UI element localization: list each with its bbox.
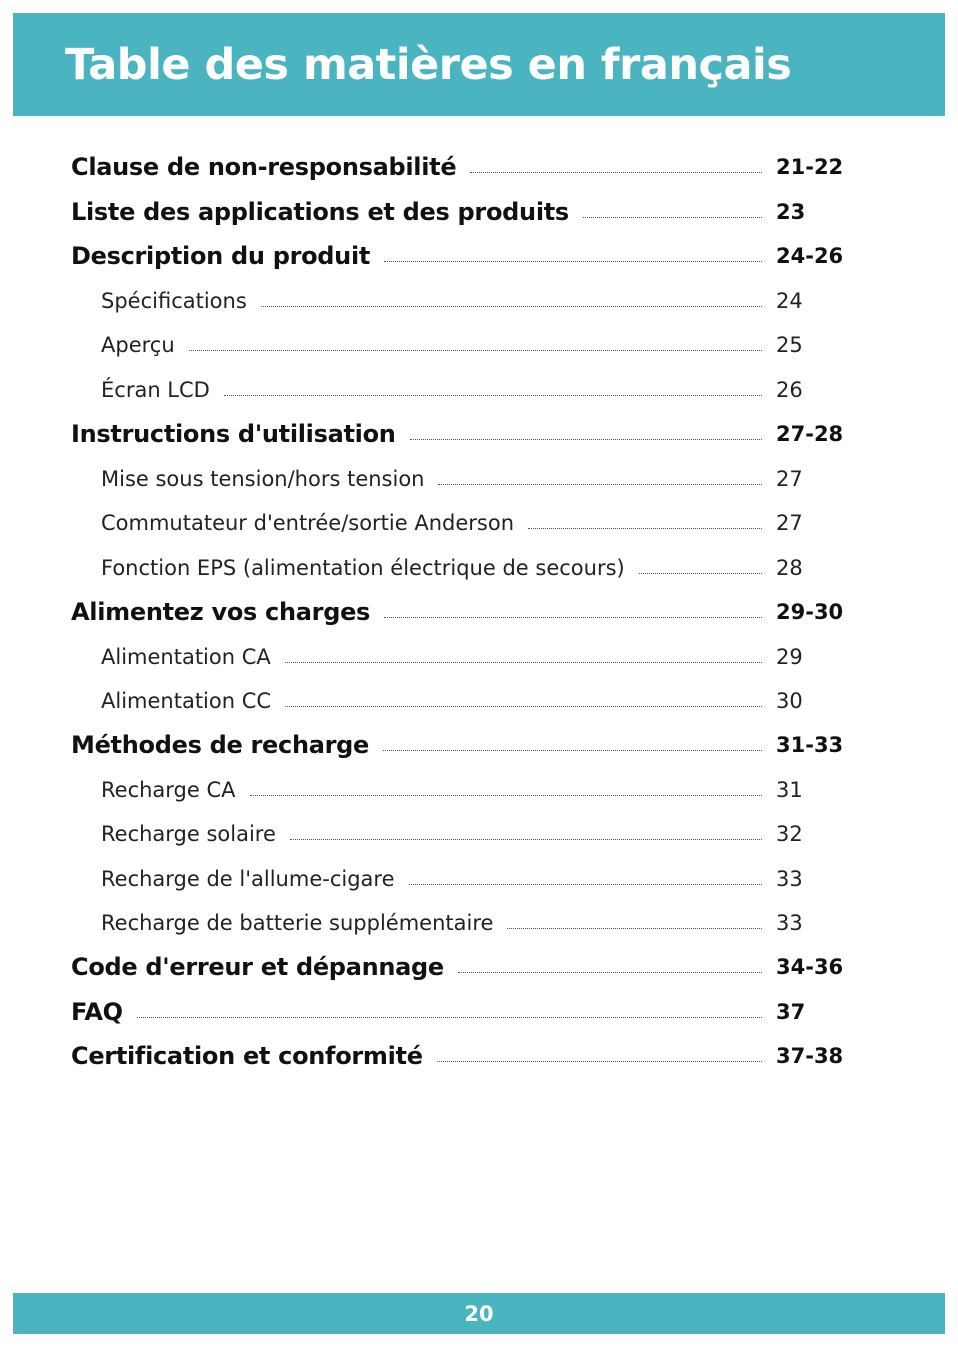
toc-subentry-pages: 33: [776, 867, 803, 891]
toc-subentry-label: Recharge solaire: [101, 822, 276, 846]
toc-subentry-pages: 25: [776, 333, 803, 357]
toc-subentry[interactable]: [101, 329, 846, 361]
toc-subentry-label: Mise sous tension/hors tension: [101, 467, 425, 491]
toc-entry-pages: 27-28: [776, 422, 844, 446]
dot-leader: [384, 617, 762, 618]
toc-entry-label: Liste des applications et des produits: [71, 198, 569, 226]
toc-subentry[interactable]: [101, 641, 846, 673]
toc-entry-pages: 21-22: [776, 155, 844, 179]
toc-subentry[interactable]: [101, 907, 846, 939]
toc-subentry[interactable]: [101, 863, 846, 895]
toc-subentry-label: Commutateur d'entrée/sortie Anderson: [101, 511, 515, 535]
toc-subentry-label: Aperçu: [101, 333, 175, 357]
toc-entry-pages: 37: [776, 1000, 806, 1024]
dot-leader: [137, 1017, 762, 1018]
toc-subentry-pages: 28: [776, 556, 803, 580]
toc-subentry[interactable]: [101, 507, 846, 539]
toc-subentry[interactable]: [101, 463, 846, 495]
dot-leader: [470, 172, 762, 173]
page-number: 20: [464, 1301, 494, 1326]
page-title: Table des matières en français: [65, 40, 792, 90]
dot-leader: [438, 484, 762, 485]
toc-entry-label: Description du produit: [71, 242, 371, 270]
toc-subentry-pages: 24: [776, 289, 803, 313]
toc-entry-label: Méthodes de recharge: [71, 731, 370, 759]
dot-leader: [437, 1061, 762, 1062]
toc-subentry-label: Alimentation CC: [101, 689, 272, 713]
toc-entry[interactable]: [71, 729, 846, 761]
toc-subentry-label: Spécifications: [101, 289, 247, 313]
toc-entry-pages: 29-30: [776, 600, 844, 624]
toc-subentry-label: Recharge de batterie supplémentaire: [101, 911, 494, 935]
dot-leader: [507, 928, 762, 929]
dot-leader: [383, 750, 762, 751]
toc-entry[interactable]: [71, 196, 846, 228]
toc-entry[interactable]: [71, 151, 846, 183]
toc-subentry-pages: 33: [776, 911, 803, 935]
dot-leader: [384, 261, 762, 262]
toc-entry-pages: 31-33: [776, 733, 844, 757]
dot-leader: [285, 662, 762, 663]
toc-subentry-pages: 27: [776, 467, 803, 491]
toc-entry-label: FAQ: [71, 998, 123, 1026]
dot-leader: [285, 706, 762, 707]
toc-entry[interactable]: [71, 418, 846, 450]
toc-entry[interactable]: [71, 240, 846, 272]
dot-leader: [583, 217, 762, 218]
toc-entry-pages: 24-26: [776, 244, 844, 268]
toc-entry[interactable]: [71, 1040, 846, 1072]
dot-leader: [290, 839, 762, 840]
toc-subentry[interactable]: [101, 374, 846, 406]
dot-leader: [639, 573, 762, 574]
toc-entry-label: Certification et conformité: [71, 1042, 423, 1070]
toc-subentry[interactable]: [101, 552, 846, 584]
toc-entry[interactable]: [71, 596, 846, 628]
toc-entry-pages: 23: [776, 200, 806, 224]
toc-subentry[interactable]: [101, 774, 846, 806]
dot-leader: [224, 395, 762, 396]
dot-leader: [250, 795, 762, 796]
toc-subentry-label: Recharge CA: [101, 778, 236, 802]
dot-leader: [410, 439, 762, 440]
toc-entry-label: Instructions d'utilisation: [71, 420, 396, 448]
dot-leader: [261, 306, 762, 307]
toc-entry-label: Clause de non-responsabilité: [71, 153, 457, 181]
toc-subentry-label: Écran LCD: [101, 378, 210, 402]
dot-leader: [528, 528, 762, 529]
toc-subentry-pages: 32: [776, 822, 803, 846]
toc-entry-label: Alimentez vos charges: [71, 598, 371, 626]
toc-subentry-label: Recharge de l'allume-cigare: [101, 867, 395, 891]
dot-leader: [458, 972, 762, 973]
toc-entry-label: Code d'erreur et dépannage: [71, 953, 444, 981]
toc-subentry-label: Fonction EPS (alimentation électrique de secours): [101, 556, 625, 580]
toc-subentry-pages: 27: [776, 511, 803, 535]
toc-subentry-label: Alimentation CA: [101, 645, 271, 669]
toc-subentry-pages: 31: [776, 778, 803, 802]
toc-subentry-pages: 26: [776, 378, 803, 402]
toc-entry-pages: 37-38: [776, 1044, 844, 1068]
toc-subentry-pages: 29: [776, 645, 803, 669]
toc-entry[interactable]: [71, 951, 846, 983]
toc-subentry[interactable]: [101, 285, 846, 317]
toc-entry-pages: 34-36: [776, 955, 844, 979]
dot-leader: [189, 350, 762, 351]
toc-entry[interactable]: [71, 996, 846, 1028]
toc-subentry[interactable]: [101, 685, 846, 717]
toc-subentry-pages: 30: [776, 689, 803, 713]
footer-banner: [13, 1293, 945, 1334]
dot-leader: [409, 884, 763, 885]
toc-subentry[interactable]: [101, 818, 846, 850]
